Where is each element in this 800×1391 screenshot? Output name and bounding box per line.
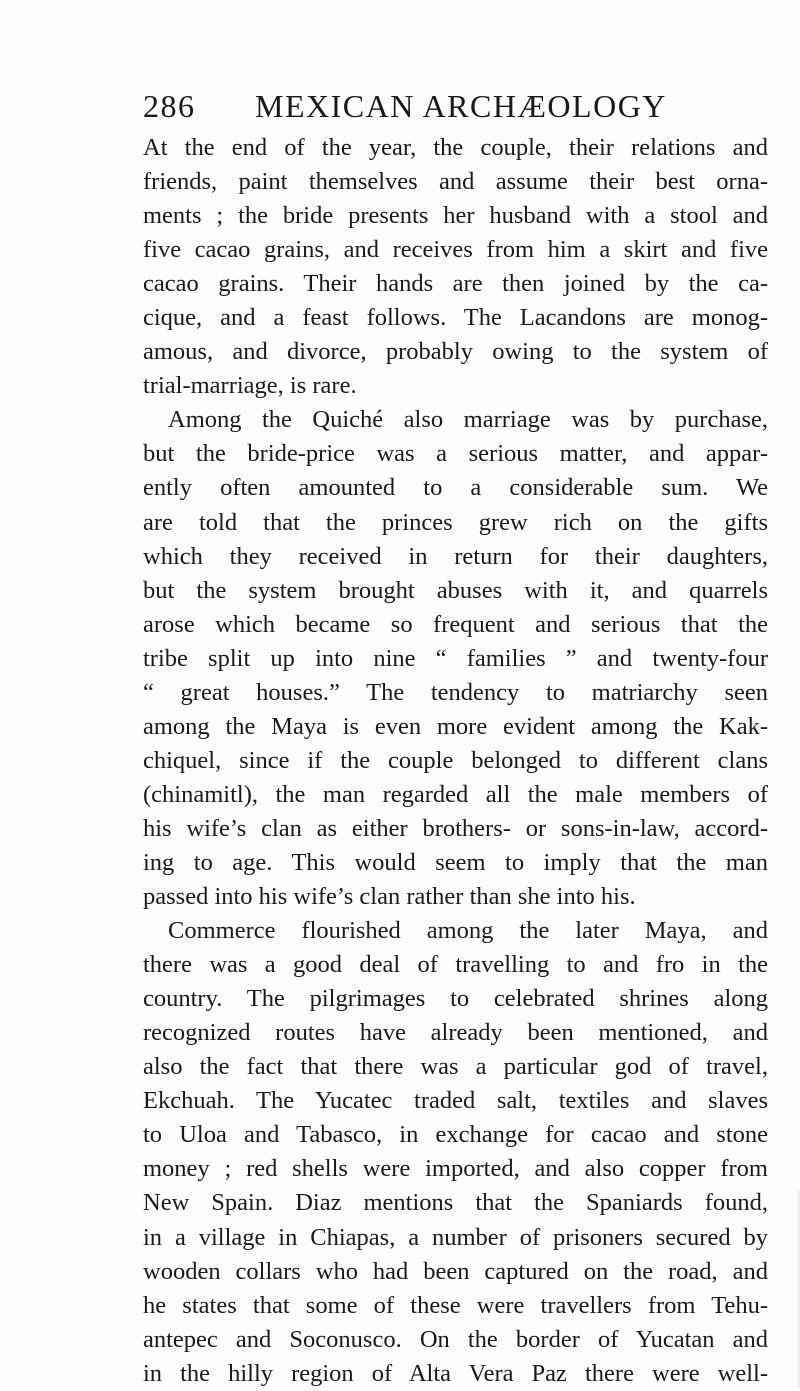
text-line: he states that some of these were travellers from Tehu- — [143, 1291, 768, 1319]
text-line: his wife’s clan as either brothers- or sons-in-law, accord- — [143, 814, 768, 842]
text-line: cique, and a feast follows. The Lacandons are monog- — [143, 304, 768, 332]
text-line: tribe split up into nine “ families ” and twenty-four — [143, 644, 768, 672]
text-line: New Spain. Diaz mentions that the Spaniards found, — [143, 1189, 768, 1217]
text-line: money ; red shells were imported, and also copper from — [143, 1155, 768, 1183]
text-line: (chinamitl), the man regarded all the male members of — [143, 780, 768, 808]
text-line: recognized routes have already been mentioned, and — [143, 1019, 768, 1047]
text-line: there was a good deal of travelling to and fro in the — [143, 951, 768, 979]
text-line: arose which became so frequent and serious that the — [143, 610, 768, 638]
text-line: among the Maya is even more evident among the Kak- — [143, 712, 768, 740]
page-number: 286 — [143, 88, 196, 124]
text-line: are told that the princes grew rich on the gifts — [143, 508, 768, 536]
text-line: ently often amounted to a considerable sum. We — [143, 474, 768, 502]
text-line: to Uloa and Tabasco, in exchange for cacao and stone — [143, 1121, 768, 1149]
text-line: ments ; the bride presents her husband with a stool and — [143, 202, 768, 230]
text-line: “ great houses.” The tendency to matriarchy seen — [143, 678, 768, 706]
text-line: ing to age. This would seem to imply that the man — [143, 848, 768, 876]
text-line: but the bride-price was a serious matter, and appar- — [143, 440, 768, 468]
text-line: cacao grains. Their hands are then joined by the ca- — [143, 270, 768, 298]
text-line: friends, paint themselves and assume their best orna- — [143, 168, 768, 196]
text-line: passed into his wife’s clan rather than she into his. — [143, 883, 636, 911]
text-line: chiquel, since if the couple belonged to different clans — [143, 746, 768, 774]
running-header — [143, 84, 763, 128]
running-title: MEXICAN ARCHÆOLOGY — [255, 88, 667, 124]
text-line: antepec and Soconusco. On the border of Yucatan and — [143, 1325, 768, 1353]
body-text — [143, 131, 768, 1391]
text-line: five cacao grains, and receives from him a skirt and five — [143, 236, 768, 264]
text-line: but the system brought abuses with it, and quarrels — [143, 576, 768, 604]
text-line: country. The pilgrimages to celebrated shrines along — [143, 985, 768, 1013]
text-line: also the fact that there was a particular god of travel, — [143, 1053, 768, 1081]
text-line: Among the Quiché also marriage was by purchase, — [168, 406, 768, 434]
text-line: in the hilly region of Alta Vera Paz there were well- — [143, 1359, 768, 1387]
text-line: trial-marriage, is rare. — [143, 372, 357, 400]
text-line: in a village in Chiapas, a number of prisoners secured by — [143, 1223, 768, 1251]
text-line: Ekchuah. The Yucatec traded salt, textiles and slaves — [143, 1087, 768, 1115]
text-line: Commerce flourished among the later Maya, and — [168, 917, 768, 945]
text-line: amous, and divorce, probably owing to the system of — [143, 338, 768, 366]
page-edge-shadow — [796, 1190, 800, 1388]
text-line: wooden collars who had been captured on the road, and — [143, 1257, 768, 1285]
text-line: At the end of the year, the couple, their relations and — [143, 134, 768, 161]
text-line: which they received in return for their daughters, — [143, 542, 768, 570]
